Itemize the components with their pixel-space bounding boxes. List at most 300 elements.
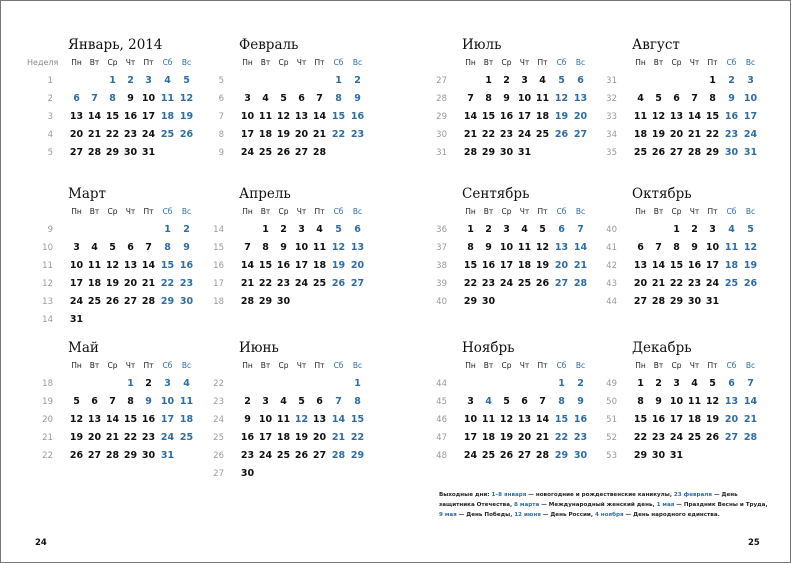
day-cell: 14: [651, 260, 666, 271]
weekday-header-row: [27, 357, 202, 375]
day-cell: 10: [517, 93, 532, 104]
day-cell: 26: [499, 450, 514, 461]
day-cell: 26: [294, 450, 309, 461]
weekday-header: Сб: [726, 58, 737, 67]
day-cell: 11: [481, 414, 496, 425]
weekday-header: Вт: [89, 207, 100, 216]
weekday-header: Ср: [107, 207, 118, 216]
month-block: [27, 185, 202, 329]
day-cell: 6: [577, 75, 584, 86]
weekday-header-row: [591, 54, 766, 72]
month-title: Апрель: [239, 186, 291, 202]
week-row: [591, 126, 766, 144]
day-cell: 16: [481, 260, 496, 271]
day-cell: 31: [69, 314, 84, 325]
day-cell: 16: [651, 414, 666, 425]
weekday-header: Сб: [726, 207, 737, 216]
day-cell: 20: [724, 414, 739, 425]
week-row: [198, 375, 373, 393]
day-cell: 18: [724, 260, 739, 271]
day-cell: 27: [312, 450, 327, 461]
week-row: [421, 429, 596, 447]
day-cell: 24: [141, 129, 156, 140]
weekday-header: Сб: [162, 207, 173, 216]
day-cell: 18: [160, 111, 175, 122]
day-cell: 21: [463, 129, 478, 140]
day-cell: 15: [123, 414, 138, 425]
week-row: [591, 375, 766, 393]
day-cell: 10: [240, 111, 255, 122]
day-cell: 23: [724, 129, 739, 140]
weekday-header: Пн: [465, 58, 476, 67]
day-cell: 27: [669, 147, 684, 158]
week-row: [27, 72, 202, 90]
day-cell: 7: [577, 224, 584, 235]
day-cell: 1: [262, 224, 269, 235]
month-block: [27, 339, 202, 465]
day-cell: 27: [123, 296, 138, 307]
holiday-date: 8 марта: [514, 502, 540, 508]
weekday-header-row: [198, 54, 373, 72]
day-cell: 26: [179, 129, 194, 140]
day-cell: 17: [69, 278, 84, 289]
day-cell: 9: [183, 242, 190, 253]
week-row: [198, 72, 373, 90]
weekday-header: Вт: [89, 58, 100, 67]
weekday-header: Пт: [314, 207, 325, 216]
month-title: Февраль: [239, 37, 299, 53]
day-cell: 11: [535, 93, 550, 104]
day-cell: 5: [183, 75, 190, 86]
day-cell: 4: [637, 93, 644, 104]
day-cell: 2: [503, 75, 510, 86]
week-row: [591, 72, 766, 90]
day-cell: 15: [350, 414, 365, 425]
day-cell: 24: [69, 296, 84, 307]
day-cell: 14: [463, 111, 478, 122]
day-cell: 17: [160, 414, 175, 425]
week-row: [27, 293, 202, 311]
day-cell: 6: [91, 396, 98, 407]
weekday-header: Пн: [465, 361, 476, 370]
day-cell: 30: [499, 147, 514, 158]
day-cell: 29: [350, 450, 365, 461]
day-cell: 30: [240, 468, 255, 479]
month-title: Декабрь: [632, 340, 692, 356]
day-cell: 6: [298, 93, 305, 104]
day-cell: 22: [554, 432, 569, 443]
month-title: Июнь: [239, 340, 279, 356]
weekday-header: Сб: [726, 361, 737, 370]
day-cell: 24: [743, 129, 758, 140]
weekday-header-row: [27, 203, 202, 221]
week-row: [198, 221, 373, 239]
day-cell: 4: [183, 378, 190, 389]
week-row: [27, 108, 202, 126]
page-number-right: 25: [748, 538, 760, 548]
weekday-header: Пн: [242, 207, 253, 216]
day-cell: 19: [554, 111, 569, 122]
day-cell: 30: [687, 296, 702, 307]
day-cell: 11: [687, 396, 702, 407]
day-cell: 8: [354, 396, 361, 407]
day-cell: 15: [258, 260, 273, 271]
weekday-header-row: [198, 203, 373, 221]
day-cell: 6: [73, 93, 80, 104]
week-number: 26: [213, 451, 224, 461]
week-row: [421, 90, 596, 108]
day-cell: 2: [485, 224, 492, 235]
day-cell: 13: [517, 414, 532, 425]
week-row: [421, 126, 596, 144]
day-cell: 29: [705, 147, 720, 158]
day-cell: 30: [724, 147, 739, 158]
week-number: 14: [42, 315, 53, 325]
day-cell: 4: [691, 378, 698, 389]
day-cell: 2: [354, 75, 361, 86]
week-row: [591, 144, 766, 162]
week-number: 28: [436, 94, 447, 104]
day-cell: 10: [258, 414, 273, 425]
week-number: 9: [47, 225, 53, 235]
day-cell: 5: [503, 396, 510, 407]
day-cell: 3: [673, 378, 680, 389]
day-cell: 20: [69, 129, 84, 140]
week-number: 35: [606, 148, 617, 158]
day-cell: 30: [123, 147, 138, 158]
weekday-header: Чт: [519, 207, 530, 216]
day-cell: 1: [335, 75, 342, 86]
day-cell: 1: [637, 378, 644, 389]
week-row: [27, 239, 202, 257]
day-cell: 25: [87, 296, 102, 307]
day-cell: 22: [258, 278, 273, 289]
day-cell: 3: [747, 75, 754, 86]
week-row: [421, 257, 596, 275]
day-cell: 31: [517, 147, 532, 158]
day-cell: 22: [463, 278, 478, 289]
day-cell: 17: [705, 260, 720, 271]
month-title: Май: [68, 340, 99, 356]
month-title: Март: [68, 186, 106, 202]
weekday-header: Сб: [333, 361, 344, 370]
week-number: 20: [42, 415, 53, 425]
month-title: Сентябрь: [462, 186, 530, 202]
week-row: [591, 293, 766, 311]
day-cell: 8: [467, 242, 474, 253]
day-cell: 8: [109, 93, 116, 104]
day-cell: 16: [240, 432, 255, 443]
week-number: 5: [47, 148, 53, 158]
week-number: 45: [436, 397, 447, 407]
day-cell: 18: [517, 260, 532, 271]
day-cell: 21: [312, 129, 327, 140]
week-row: [198, 275, 373, 293]
day-cell: 17: [499, 260, 514, 271]
day-cell: 12: [705, 396, 720, 407]
weekday-header: Вс: [181, 58, 192, 67]
weekday-header: Чт: [519, 361, 530, 370]
day-cell: 4: [728, 224, 735, 235]
month-title: Январь, 2014: [68, 37, 163, 53]
day-cell: 21: [573, 260, 588, 271]
day-cell: 12: [651, 111, 666, 122]
week-row: [591, 447, 766, 465]
week-row: [27, 126, 202, 144]
day-cell: 28: [141, 296, 156, 307]
day-cell: 5: [73, 396, 80, 407]
month-title: Ноябрь: [462, 340, 515, 356]
day-cell: 8: [127, 396, 134, 407]
weekday-header-row: [421, 203, 596, 221]
day-cell: 23: [481, 278, 496, 289]
day-cell: 20: [573, 111, 588, 122]
day-cell: 23: [179, 278, 194, 289]
day-cell: 20: [87, 432, 102, 443]
day-cell: 1: [485, 75, 492, 86]
day-cell: 7: [316, 93, 323, 104]
holiday-date: 4 ноября: [594, 512, 624, 518]
day-cell: 9: [280, 242, 287, 253]
week-number: 18: [42, 379, 53, 389]
day-cell: 4: [521, 224, 528, 235]
day-cell: 17: [141, 111, 156, 122]
day-cell: 20: [517, 432, 532, 443]
week-number: 1: [47, 76, 53, 86]
holiday-date: 23 февраля: [673, 492, 712, 498]
day-cell: 23: [276, 278, 291, 289]
day-cell: 12: [179, 93, 194, 104]
day-cell: 13: [554, 242, 569, 253]
day-cell: 24: [240, 147, 255, 158]
week-number: 22: [213, 379, 224, 389]
weekday-header: Пн: [635, 361, 646, 370]
day-cell: 5: [747, 224, 754, 235]
day-cell: 7: [244, 242, 251, 253]
day-cell: 13: [312, 414, 327, 425]
day-cell: 13: [87, 414, 102, 425]
day-cell: 23: [573, 432, 588, 443]
weekday-header: Сб: [162, 361, 173, 370]
day-cell: 28: [687, 147, 702, 158]
day-cell: 13: [123, 260, 138, 271]
day-cell: 5: [655, 93, 662, 104]
weekday-header: Чт: [519, 58, 530, 67]
weekday-header: Чт: [689, 207, 700, 216]
week-number: 41: [606, 243, 617, 253]
day-cell: 3: [709, 224, 716, 235]
weekday-header: Вс: [352, 58, 363, 67]
week-number: 19: [42, 397, 53, 407]
day-cell: 11: [258, 111, 273, 122]
day-cell: 13: [669, 111, 684, 122]
weekday-header: Ср: [107, 58, 118, 67]
day-cell: 7: [109, 396, 116, 407]
week-number: 10: [42, 243, 53, 253]
weekday-header: Вт: [653, 207, 664, 216]
weekday-header: Ср: [107, 361, 118, 370]
week-number: 17: [213, 279, 224, 289]
day-cell: 7: [91, 93, 98, 104]
day-cell: 31: [141, 147, 156, 158]
holiday-date: 12 июня: [514, 512, 541, 518]
week-number: 32: [606, 94, 617, 104]
day-cell: 9: [577, 396, 584, 407]
day-cell: 29: [554, 450, 569, 461]
week-row: [198, 411, 373, 429]
day-cell: 17: [240, 129, 255, 140]
day-cell: 19: [651, 129, 666, 140]
day-cell: 12: [499, 414, 514, 425]
day-cell: 14: [573, 242, 588, 253]
day-cell: 25: [160, 129, 175, 140]
day-cell: 4: [164, 75, 171, 86]
day-cell: 31: [743, 147, 758, 158]
day-cell: 19: [705, 414, 720, 425]
day-cell: 1: [709, 75, 716, 86]
day-cell: 15: [705, 111, 720, 122]
weekday-header: Пт: [314, 361, 325, 370]
month-block: [198, 36, 373, 162]
month-block: [198, 185, 373, 311]
day-cell: 23: [141, 432, 156, 443]
week-row: [421, 144, 596, 162]
week-row: [591, 90, 766, 108]
weekday-header: Пн: [242, 361, 253, 370]
weekday-header: Вс: [575, 58, 586, 67]
day-cell: 25: [312, 278, 327, 289]
week-number: 4: [47, 130, 53, 140]
day-cell: 21: [535, 432, 550, 443]
week-row: [27, 275, 202, 293]
day-cell: 20: [554, 260, 569, 271]
day-cell: 6: [127, 242, 134, 253]
day-cell: 10: [294, 242, 309, 253]
day-cell: 28: [463, 147, 478, 158]
week-number: 3: [47, 112, 53, 122]
week-row: [591, 257, 766, 275]
day-cell: 22: [705, 129, 720, 140]
day-cell: 23: [240, 450, 255, 461]
day-cell: 29: [258, 296, 273, 307]
day-cell: 8: [485, 93, 492, 104]
day-cell: 20: [312, 432, 327, 443]
day-cell: 27: [554, 278, 569, 289]
week-row: [421, 275, 596, 293]
week-row: [421, 293, 596, 311]
day-cell: 21: [240, 278, 255, 289]
day-cell: 15: [463, 260, 478, 271]
weekday-header: Ср: [278, 361, 289, 370]
week-number: 22: [42, 451, 53, 461]
day-cell: 28: [331, 450, 346, 461]
holiday-text: Выходные дни:: [439, 492, 492, 498]
weekday-header: Пт: [314, 58, 325, 67]
day-cell: 13: [69, 111, 84, 122]
weekday-header: Ср: [501, 361, 512, 370]
week-column-label: Неделя: [27, 58, 59, 67]
weekday-header: Сб: [162, 58, 173, 67]
week-number: 40: [606, 225, 617, 235]
day-cell: 18: [633, 129, 648, 140]
day-cell: 31: [705, 296, 720, 307]
week-number: 27: [436, 76, 447, 86]
day-cell: 16: [179, 260, 194, 271]
day-cell: 5: [280, 93, 287, 104]
week-number: 36: [436, 225, 447, 235]
week-number: 14: [213, 225, 224, 235]
weekday-header: Пт: [143, 207, 154, 216]
week-row: [27, 311, 202, 329]
day-cell: 12: [294, 414, 309, 425]
day-cell: 25: [481, 450, 496, 461]
weekday-header: Пт: [537, 361, 548, 370]
holidays-note: [439, 490, 771, 520]
week-row: [421, 221, 596, 239]
day-cell: 14: [312, 111, 327, 122]
week-row: [198, 239, 373, 257]
week-row: [421, 239, 596, 257]
day-cell: 7: [335, 396, 342, 407]
day-cell: 3: [298, 224, 305, 235]
weekday-header: Вт: [483, 361, 494, 370]
week-number: 18: [213, 297, 224, 307]
day-cell: 27: [350, 278, 365, 289]
day-cell: 29: [481, 147, 496, 158]
day-cell: 7: [655, 242, 662, 253]
day-cell: 27: [87, 450, 102, 461]
day-cell: 22: [160, 278, 175, 289]
day-cell: 8: [709, 93, 716, 104]
week-number: 25: [213, 433, 224, 443]
week-row: [27, 375, 202, 393]
week-row: [27, 411, 202, 429]
day-cell: 24: [669, 432, 684, 443]
weekday-header: Пн: [242, 58, 253, 67]
day-cell: 5: [709, 378, 716, 389]
day-cell: 1: [127, 378, 134, 389]
day-cell: 21: [331, 432, 346, 443]
day-cell: 8: [558, 396, 565, 407]
day-cell: 23: [687, 278, 702, 289]
day-cell: 28: [105, 450, 120, 461]
day-cell: 30: [573, 450, 588, 461]
day-cell: 12: [69, 414, 84, 425]
holiday-date: 1 мая: [656, 502, 675, 508]
week-number: 16: [213, 261, 224, 271]
day-cell: 28: [535, 450, 550, 461]
day-cell: 10: [69, 260, 84, 271]
weekday-header: Вс: [575, 207, 586, 216]
weekday-header: Чт: [125, 58, 136, 67]
month-title: Июль: [462, 37, 502, 53]
day-cell: 14: [141, 260, 156, 271]
day-cell: 21: [105, 432, 120, 443]
day-cell: 2: [280, 224, 287, 235]
day-cell: 18: [312, 260, 327, 271]
weekday-header: Вт: [483, 207, 494, 216]
day-cell: 10: [705, 242, 720, 253]
day-cell: 15: [105, 111, 120, 122]
week-number: 5: [218, 76, 224, 86]
week-number: 24: [213, 415, 224, 425]
month-block: [421, 36, 596, 162]
day-cell: 4: [262, 93, 269, 104]
day-cell: 3: [145, 75, 152, 86]
day-cell: 31: [160, 450, 175, 461]
day-cell: 2: [728, 75, 735, 86]
day-cell: 21: [687, 129, 702, 140]
